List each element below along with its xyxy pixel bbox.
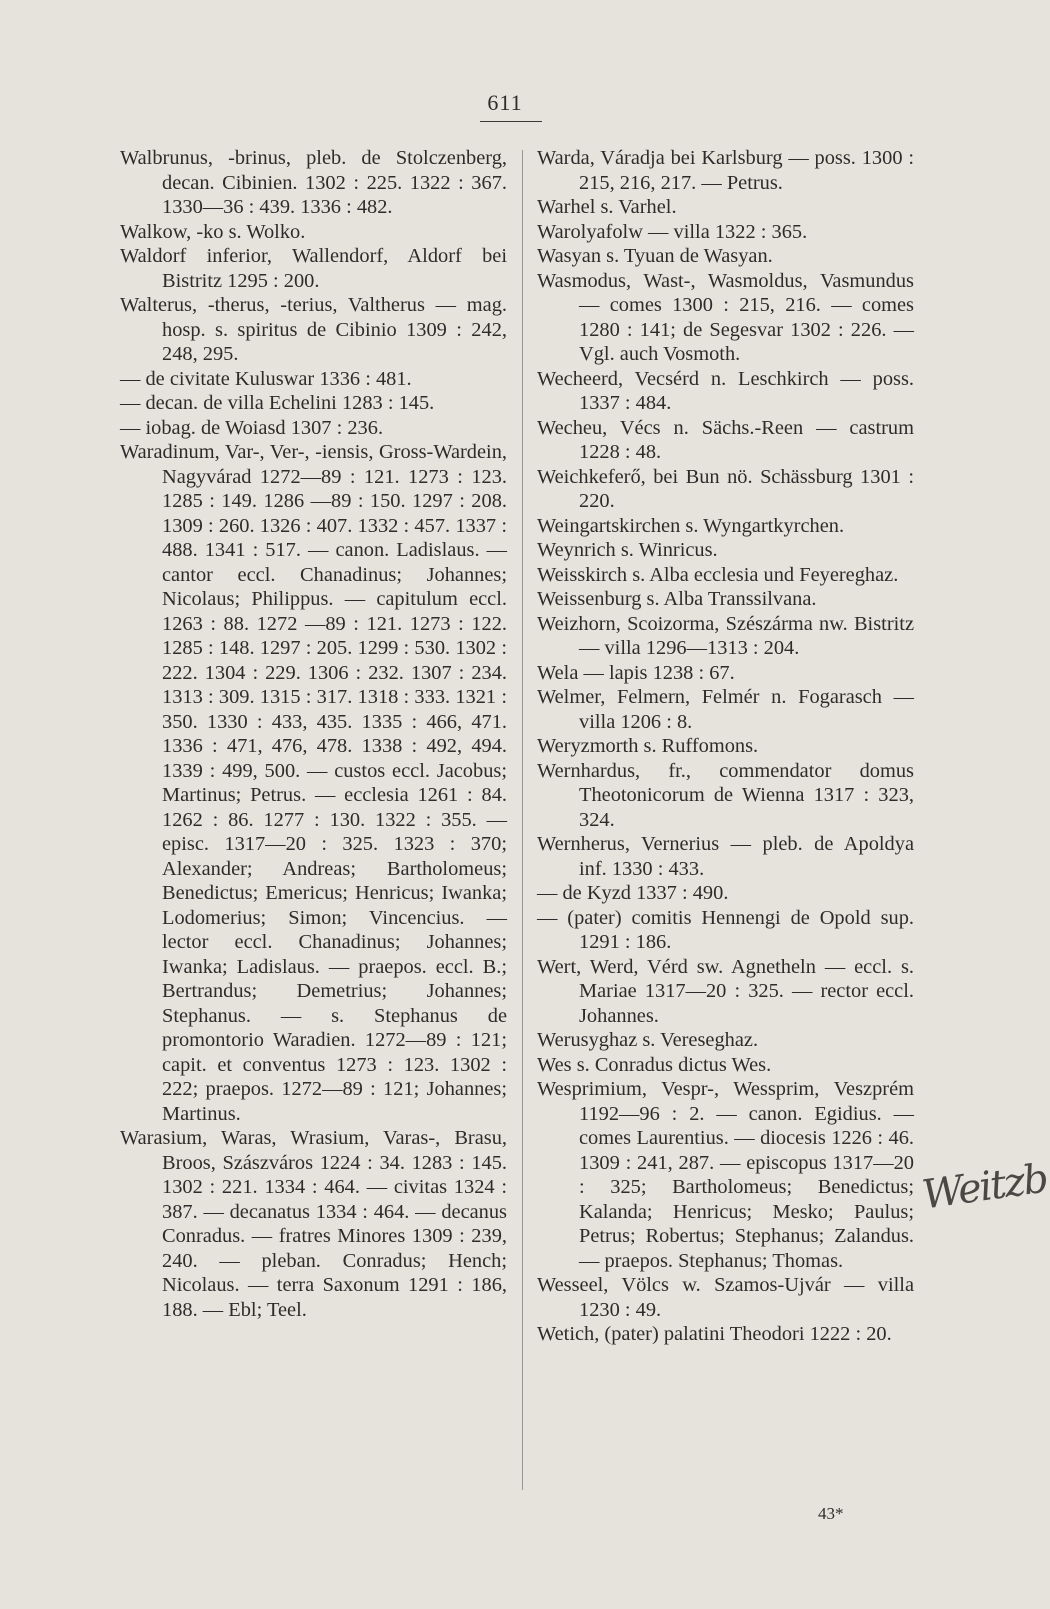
index-entry: Wasyan s. Tyuan de Wasyan. [537,245,773,267]
index-entry: Waradinum, Var-, Ver-, -iensis, Gross-Wardein, Nagyvárad 1272—89 : 121. 1273 : 123. 1285 : 149. 1286 —89 : 150. 1297 : 208. 1309 : 260. 1326 : 407. 1332 : 457. 1337 : 488. 1341 : 517. — canon. Ladislaus. — cantor eccl. Chanadinus; Johannes; Nicolaus; Philippus. — capitulum eccl. 1263 : 88. 1272 —89 : 121. 1273 : 122. 1285 : 148. 1297 : 205. 1299 : 530. 1302 : 222. 1304 : 229. 1306 : 232. 1307 : 234. 1313 : 309. 1315 : 317. 1318 : 333. 1321 : 350. 1330 : 433, 435. 1335 : 466, 471. 1336 : 471, 476, 478. 1338 : 492, 494. 1339 : 499, 500. — custos eccl. Jacobus; Martinus; Petrus. — ecclesia 1261 : 84. 1262 : 86. 1277 : 130. 1322 : 355. — episc. 1317—20 : 325. 1323 : 370; Alexander; Andreas; Bartholomeus; Benedictus; Emericus; Henricus; Iwanka; Lodomerius; Simon; Vincencius. — lector eccl. Chanadinus; Johannes; Iwanka; Ladislaus. — praepos. eccl. B.; Bertrandus; Demetrius; Johannes; Stephanus. — s. Stephanus de promontorio Waradien. 1272—89 : 121; capit. et conventus 1273 : 123. 1302 : 222; praepos. 1272—89 : 121; Johannes; Martinus. [120,441,507,1125]
index-entry: Wecheerd, Vecsérd n. Leschkirch — poss. 1337 : 484. [537,367,914,414]
index-entry: Wesprimium, Vespr-, Wessprim, Veszprém 1192—96 : 2. — canon. Egidius. — comes Laurentius. — diocesis 1226 : 46. 1309 : 241, 287. — episcopus 1317—20 : 325; Bartholomeus; Benedictus; Kalanda; Henricus; Mesko; Paulus; Petrus; Robertus; Stephanus; Zalandus. — praepos. Stephanus; Thomas. [537,1078,914,1272]
index-entry: Weisskirch s. Alba ecclesia und Feyereghaz. [537,563,899,586]
index-entry: Weryzmorth s. Ruffomons. [537,735,759,757]
index-entry: Wela — lapis 1238 : 67. [537,661,735,684]
index-entry: Weynrich s. Winricus. [537,539,718,561]
page-number: 611 [487,90,523,115]
index-entry: Wasmodus, Wast-, Wasmoldus, Vasmundus — comes 1300 : 215, 216. — comes 1280 : 141; de Segesvar 1302 : 226. — Vgl. auch Vosmoth. [537,269,914,365]
sheet-signature: 43* [818,1504,844,1523]
index-entry: Walkow, -ko s. Wolko. [120,220,306,243]
column-divider [522,150,523,1490]
index-entry: Wernherus, Vernerius — pleb. de Apoldya inf. 1330 : 433. [537,833,914,880]
index-entry: Wecheu, Vécs n. Sächs.-Reen — castrum 1228 : 48. [537,416,914,463]
index-entry: Wesseel, Völcs w. Szamos-Ujvár — villa 1230 : 49. [537,1274,914,1321]
index-entry: — de Kyzd 1337 : 490. [537,882,729,904]
index-entry: Wetich, (pater) palatini Theodori 1222 : 20. [537,1323,892,1345]
index-entry: Weichkeferő, bei Bun nö. Schässburg 1301 : 220. [537,465,914,512]
index-entry: — decan. de villa Echelini 1283 : 145. [120,392,435,414]
index-entry: Weizhorn, Scoizorma, Szészárma nw. Bistritz — villa 1296—1313 : 204. [537,612,914,659]
index-entry: Weingartskirchen s. Wyngartkyrchen. [537,514,845,537]
index-entry: Wernhardus, fr., commendator domus Theotonicorum de Wienna 1317 : 323, 324. [537,759,914,831]
index-entry: Warolyafolw — villa 1322 : 365. [537,220,808,243]
index-entry: Werusyghaz s. Vereseghaz. [537,1029,759,1051]
index-entry: Welmer, Felmern, Felmér n. Fogarasch — villa 1206 : 8. [537,686,914,733]
left-column [120,146,507,1322]
header-rule [480,121,542,122]
index-entry: Walterus, -therus, -terius, Valtherus — mag. hosp. s. spiritus de Cibinio 1309 : 242, 248, 295. [120,294,507,365]
index-entry: — iobag. de Woiasd 1307 : 236. [120,416,384,439]
index-entry: — (pater) comitis Hennengi de Opold sup. 1291 : 186. [537,906,914,953]
index-entry: Warda, Váradja bei Karlsburg — poss. 1300 : 215, 216, 217. — Petrus. [537,147,914,194]
handwritten-annotation: Weitzb [919,1155,1050,1219]
index-entry: Wes s. Conradus dictus Wes. [537,1053,772,1076]
index-entry: Waldorf inferior, Wallendorf, Aldorf bei Bistritz 1295 : 200. [120,245,507,292]
index-entry: Warhel s. Varhel. [537,196,677,218]
index-entry: Weissenburg s. Alba Transsilvana. [537,588,817,610]
right-column [537,146,914,1347]
index-entry: Wert, Werd, Vérd sw. Agnetheln — eccl. s. Mariae 1317—20 : 325. — rector eccl. Johannes. [537,955,914,1027]
index-entry: Walbrunus, -brinus, pleb. de Stolczenberg, decan. Cibinien. 1302 : 225. 1322 : 367. 1330—36 : 439. 1336 : 482. [120,147,507,218]
index-entry: — de civitate Kuluswar 1336 : 481. [120,367,412,390]
index-entry: Warasium, Waras, Wrasium, Varas-, Brasu, Broos, Szászváros 1224 : 34. 1283 : 145. 1302 : 221. 1334 : 464. — civitas 1324 : 387. — decanatus 1334 : 464. — decanus Conradus. — fratres Minores 1309 : 239, 240. — pleban. Conradus; Hench; Nicolaus. — terra Saxonum 1291 : 186, 188. — Ebl; Teel. [120,1127,507,1321]
